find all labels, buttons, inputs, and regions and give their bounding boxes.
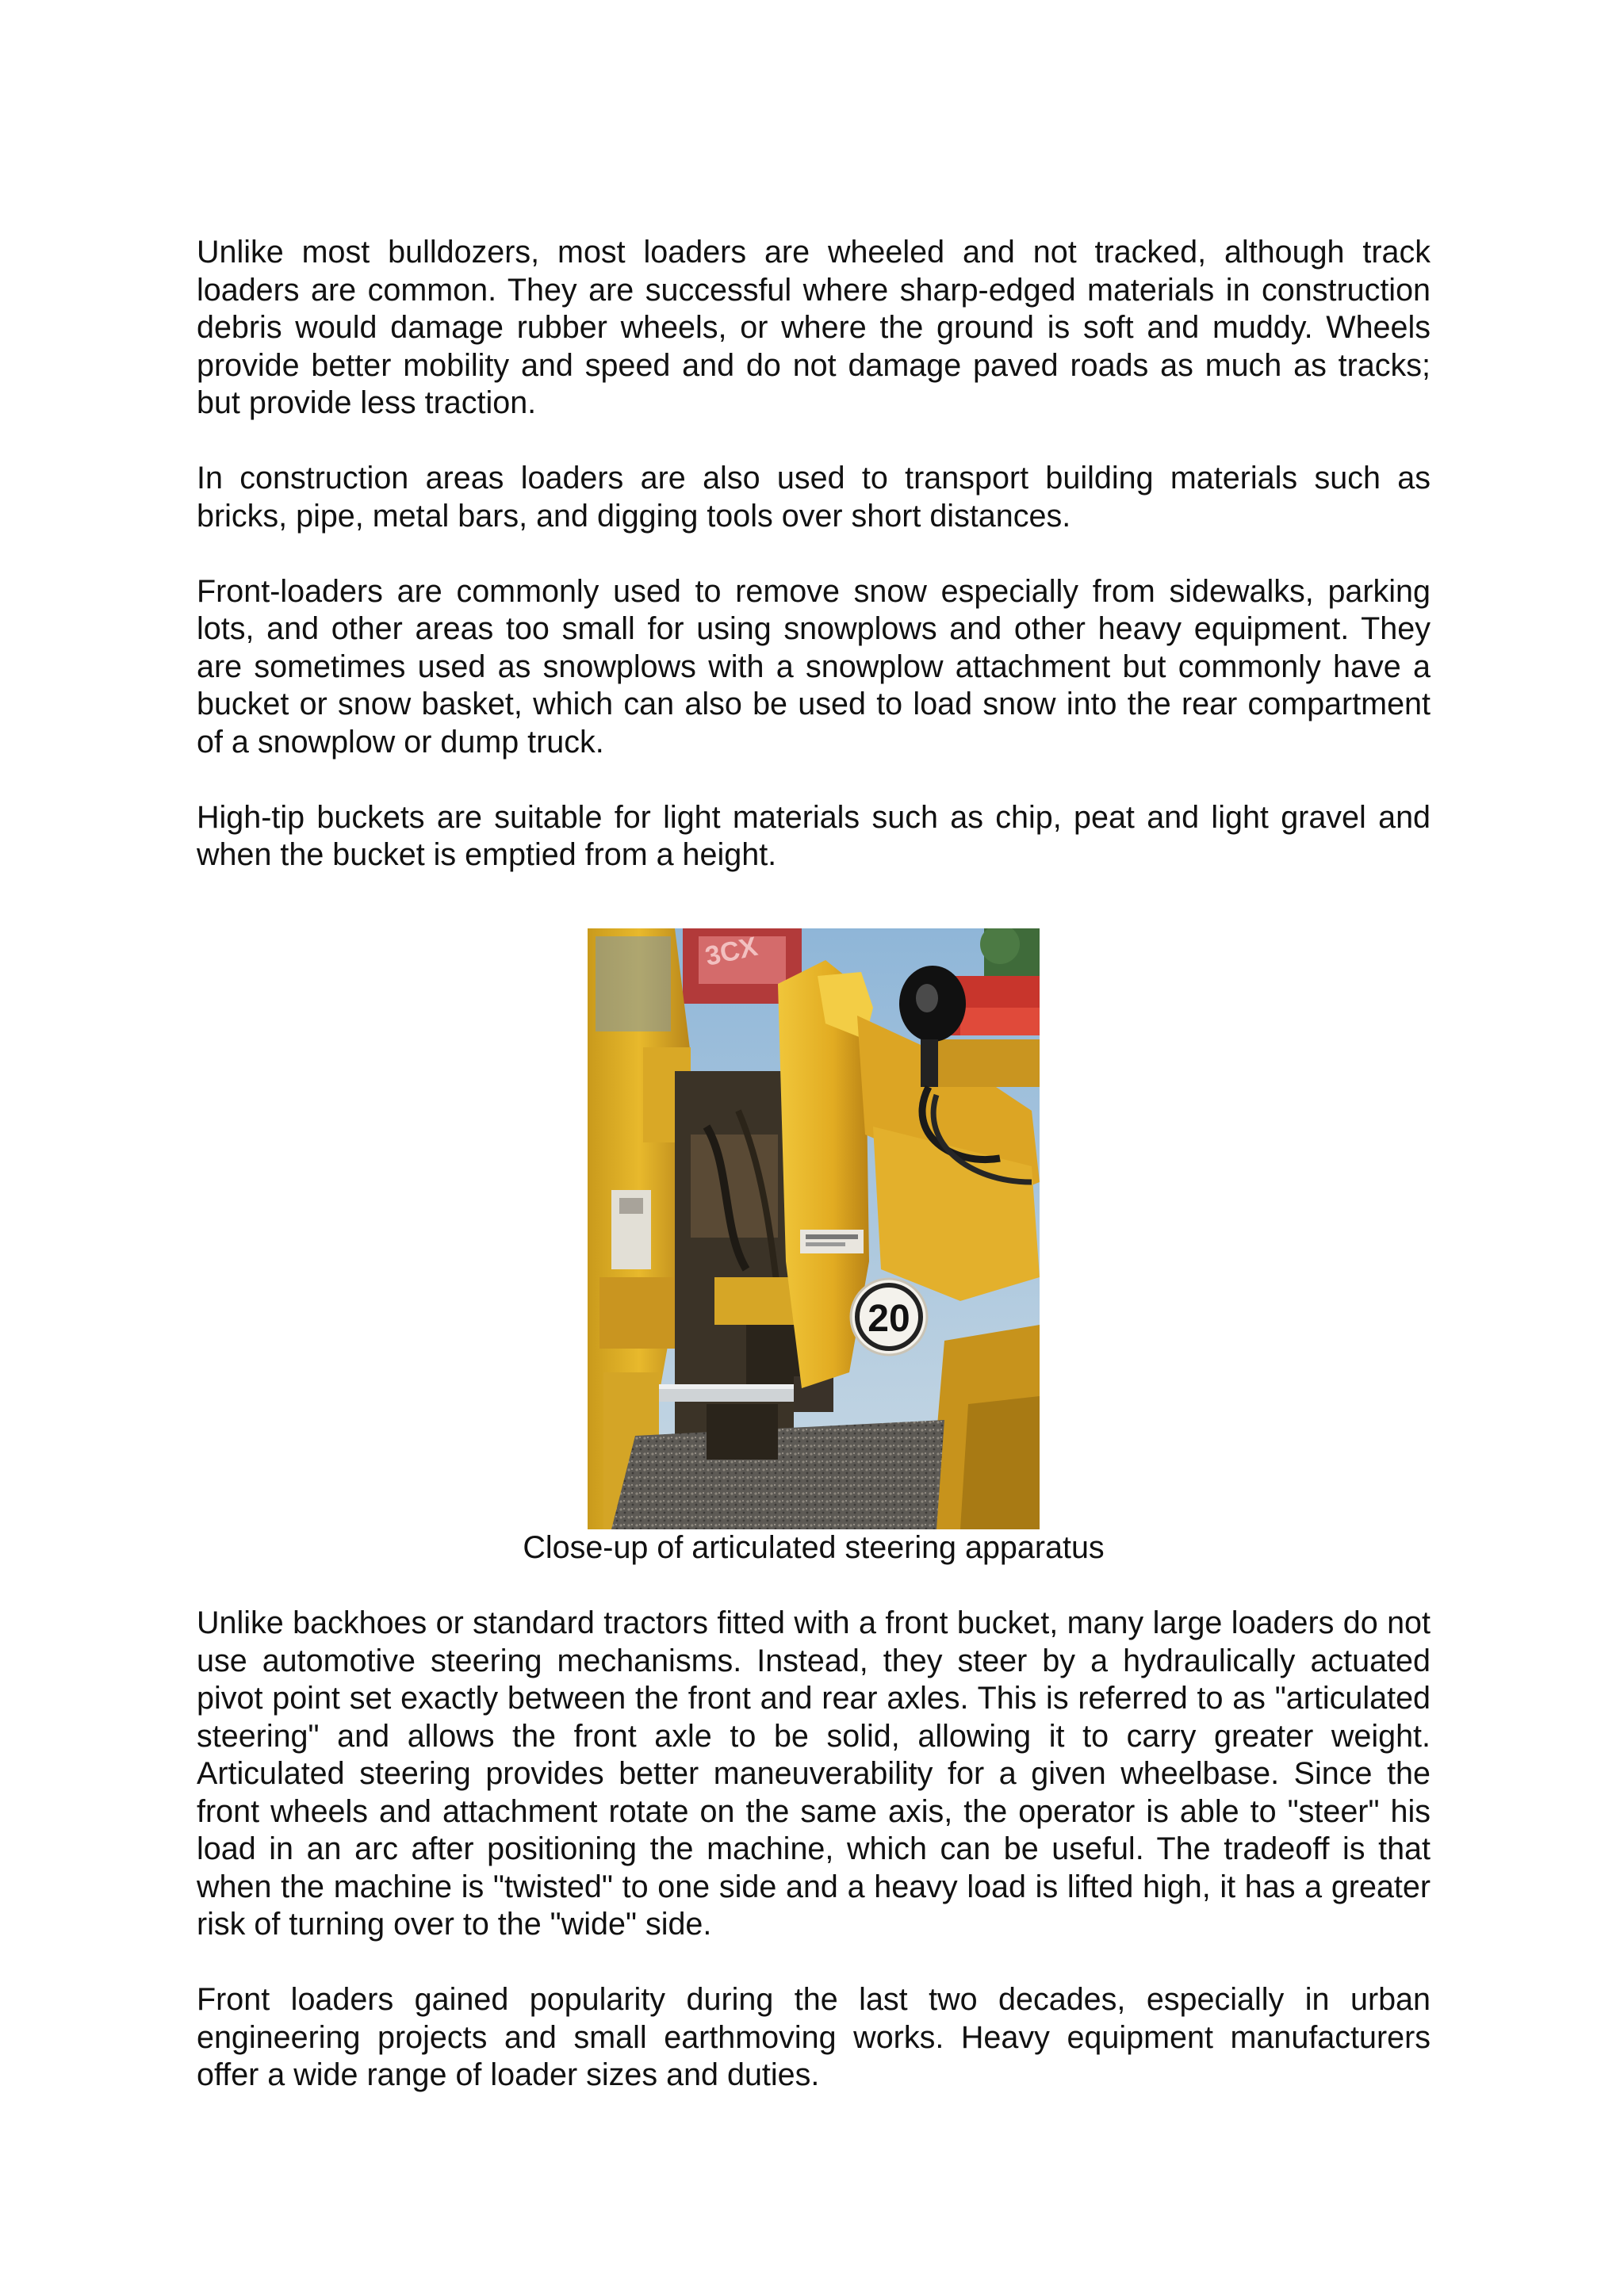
speed-sign-number: 20 bbox=[868, 1298, 910, 1340]
figure-caption: Close-up of articulated steering apparatus bbox=[523, 1530, 1105, 1565]
background-lettering: 3CX bbox=[703, 931, 760, 972]
paragraph-construction-transport: In construction areas loaders are also used to transport building materials such as bricks, pipe, metal bars, and digging tools over short distances. bbox=[197, 461, 1431, 534]
document-body bbox=[197, 234, 1431, 2132]
paragraph-high-tip-buckets: High-tip buckets are suitable for light materials such as chip, peat and light gravel and when the bucket is emptied from a height. bbox=[197, 799, 1431, 872]
figure-articulated-steering bbox=[197, 912, 1431, 1567]
paragraph-popularity: Front loaders gained popularity during the last two decades, especially in urban engineering projects and small earthmoving works. Heavy equipment manufacturers offer a wide range of loader sizes and duties. bbox=[197, 1982, 1431, 2092]
paragraph-tracked-vs-wheeled: Unlike most bulldozers, most loaders are wheeled and not tracked, although track loaders are common. They are successful where sharp-edged materials in construction debris would damage rubber wheels, or where the ground is soft and muddy. Wheels provide better mobility and speed and do not damage paved roads as much as tracks; but provide less traction. bbox=[197, 235, 1431, 420]
paragraph-articulated-steering: Unlike backhoes or standard tractors fitted with a front bucket, many large loaders do not use automotive steering mechanisms. Instead, they steer by a hydraulically actuated pivot point set exactly between the front and rear axles. This is referred to as "articulated steering" and allows the front axle to be solid, allowing it to carry greater weight. Articulated steering provides better maneuverability for a given wheelbase. Since the front wheels and attachment rotate on the same axis, the operator is able to "steer" his load in an arc after positioning the machine, which can be useful. The tradeoff is that when the machine is "twisted" to one side and a heavy load is lifted high, it has a greater risk of turning over to the "wide" side. bbox=[197, 1605, 1431, 1942]
loader-steering-photo bbox=[588, 928, 1040, 1529]
paragraph-snow-removal: Front-loaders are commonly used to remove snow especially from sidewalks, parking lots, and other areas too small for using snowplows and other heavy equipment. They are sometimes used as snowplows with a snowplow attachment but commonly have a bucket or snow basket, which can also be used to load snow into the rear compartment of a snowplow or dump truck. bbox=[197, 573, 1431, 760]
